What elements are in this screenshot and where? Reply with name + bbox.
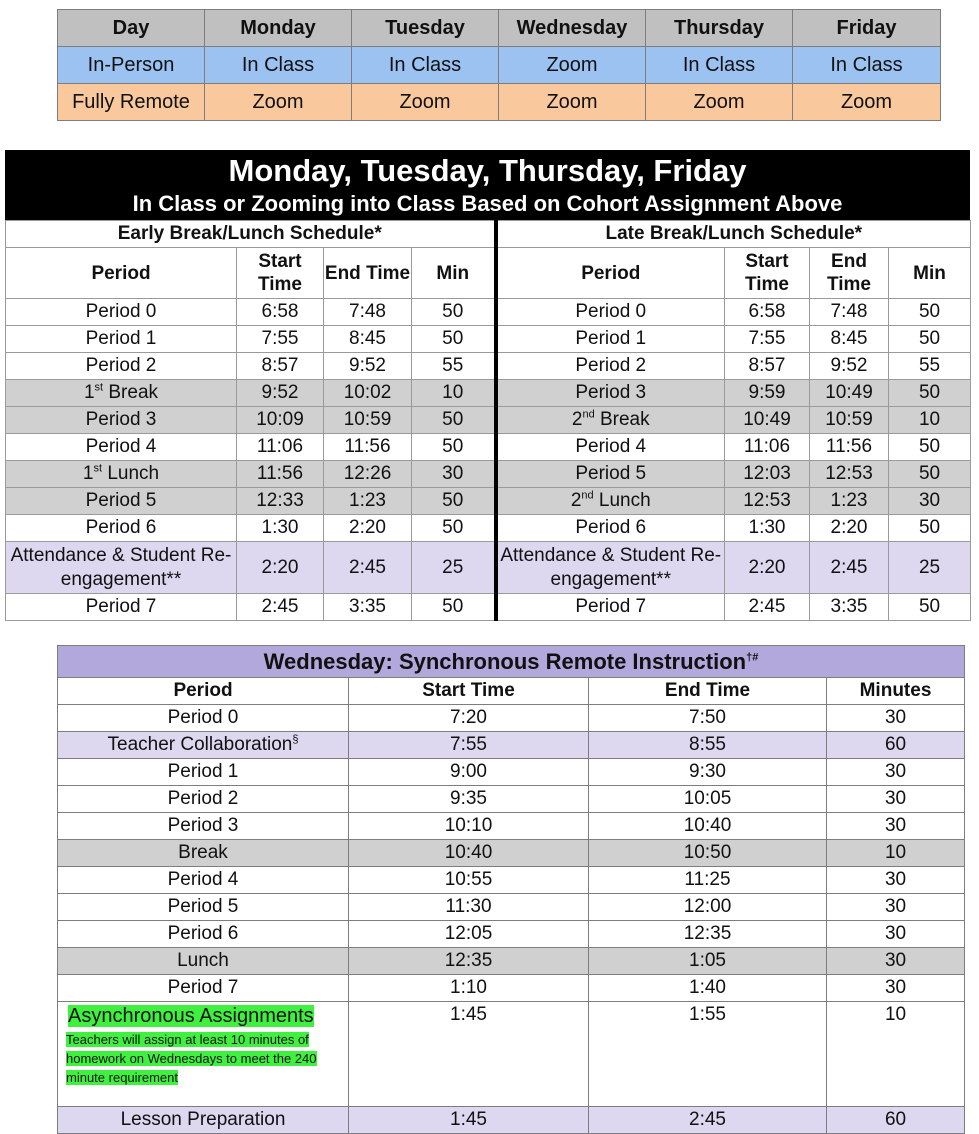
wednesday-title-footnote: †# (746, 651, 759, 664)
wed-period-name (58, 840, 349, 867)
cohort-cell: Zoom (499, 84, 646, 121)
wed-period-name-text: Period 5 (167, 896, 239, 917)
start-time: 6:58 (725, 299, 810, 326)
early-schedule-title: Early Break/Lunch Schedule* (6, 221, 496, 248)
wed-period-name (58, 786, 349, 813)
bell-subtitle: In Class or Zooming into Class Based on Cohort Assignment Above (132, 191, 843, 216)
wed-start: 10:40 (349, 840, 589, 867)
cohort-cell: Zoom (352, 84, 499, 121)
bell-row (6, 299, 971, 326)
cohort-header-cell: Monday (205, 10, 352, 47)
wed-end: 1:05 (589, 948, 827, 975)
minutes: 50 (412, 488, 496, 515)
period-name: Period 6 (496, 515, 725, 542)
start-time: 2:45 (237, 594, 324, 621)
wed-minutes: 30 (827, 705, 965, 732)
bell-row (6, 353, 971, 380)
bell-row (6, 380, 971, 407)
wednesday-row (58, 948, 965, 975)
wed-period-name-text: Period 4 (167, 869, 239, 890)
period-name-ordinal: nd (581, 489, 594, 502)
end-time: 2:45 (810, 542, 889, 594)
period-name (496, 407, 725, 434)
wed-col-end: End Time (589, 678, 827, 705)
col-start: Start Time (237, 248, 324, 299)
bell-row (6, 594, 971, 621)
wednesday-row (58, 732, 965, 759)
wed-period-name (58, 759, 349, 786)
wed-col-minutes: Minutes (827, 678, 965, 705)
wed-end: 10:05 (589, 786, 827, 813)
start-time: 9:59 (725, 380, 810, 407)
wed-minutes: 10 (827, 840, 965, 867)
minutes: 50 (889, 594, 971, 621)
period-name (496, 488, 725, 515)
start-time: 11:06 (237, 434, 324, 461)
wed-col-period: Period (58, 678, 349, 705)
cohort-header-cell: Day (58, 10, 205, 47)
end-time: 7:48 (810, 299, 889, 326)
end-time: 7:48 (324, 299, 412, 326)
column-header-row (6, 248, 971, 299)
wed-minutes: 30 (827, 867, 965, 894)
period-name-num: 1 (83, 382, 95, 403)
wed-end: 12:00 (589, 894, 827, 921)
async-note-text: Teachers will assign at least 10 minutes of homework on Wednesdays to meet the 240 minute requirement (66, 1032, 317, 1085)
bell-title: Monday, Tuesday, Thursday, Friday (228, 153, 747, 188)
wed-minutes: 30 (827, 921, 965, 948)
end-time: 11:56 (324, 434, 412, 461)
cohort-cell: In Class (352, 47, 499, 84)
bell-row (6, 326, 971, 353)
period-name: Period 0 (496, 299, 725, 326)
end-time: 10:02 (324, 380, 412, 407)
bell-row (6, 461, 971, 488)
period-name: Period 1 (496, 326, 725, 353)
start-time: 2:20 (237, 542, 324, 594)
period-name: Attendance & Student Re-engagement** (6, 542, 237, 594)
col-period: Period (6, 248, 237, 299)
start-time: 1:30 (725, 515, 810, 542)
cohort-cell: Zoom (793, 84, 941, 121)
cohort-header-cell: Tuesday (352, 10, 499, 47)
async-note (58, 1030, 348, 1087)
minutes: 30 (889, 488, 971, 515)
wed-minutes: 30 (827, 813, 965, 840)
wed-start: 7:55 (349, 732, 589, 759)
period-name: Period 3 (496, 380, 725, 407)
period-name: Period 3 (6, 407, 237, 434)
start-time: 2:45 (725, 594, 810, 621)
start-time: 12:53 (725, 488, 810, 515)
minutes: 50 (412, 515, 496, 542)
late-schedule-title: Late Break/Lunch Schedule* (496, 221, 971, 248)
start-time: 11:06 (725, 434, 810, 461)
minutes: 25 (412, 542, 496, 594)
async-end: 1:55 (589, 1002, 827, 1107)
async-minutes: 10 (827, 1002, 965, 1107)
bell-row (6, 434, 971, 461)
start-time: 6:58 (237, 299, 324, 326)
wed-end: 9:30 (589, 759, 827, 786)
wed-minutes: 30 (827, 759, 965, 786)
period-name-ordinal: st (93, 462, 103, 475)
wednesday-header-row (58, 678, 965, 705)
period-name-num: 2 (571, 409, 583, 430)
period-name (6, 461, 237, 488)
async-start: 1:45 (349, 1002, 589, 1107)
period-name-ordinal: nd (582, 408, 595, 421)
col-period: Period (496, 248, 725, 299)
wed-start: 10:55 (349, 867, 589, 894)
period-name-num: 2 (570, 490, 582, 511)
wednesday-row (58, 894, 965, 921)
cohort-header-cell: Wednesday (499, 10, 646, 47)
wed-end: 7:50 (589, 705, 827, 732)
wed-period-name-text: Period 6 (167, 923, 239, 944)
async-row (58, 1002, 965, 1107)
cohort-cell: Zoom (499, 47, 646, 84)
wed-start: 11:30 (349, 894, 589, 921)
wed-period-name-text: Period 2 (167, 788, 239, 809)
minutes: 50 (889, 299, 971, 326)
col-end: End Time (324, 248, 412, 299)
wed-start: 9:35 (349, 786, 589, 813)
bell-table (5, 220, 971, 621)
period-name: Period 7 (6, 594, 237, 621)
wed-end: 12:35 (589, 921, 827, 948)
wednesday-row (58, 840, 965, 867)
schedule-title-row (6, 221, 971, 248)
wednesday-row (58, 867, 965, 894)
minutes: 10 (412, 380, 496, 407)
wed-start: 12:05 (349, 921, 589, 948)
end-time: 12:26 (324, 461, 412, 488)
cohort-cell: In Class (646, 47, 793, 84)
bell-body (6, 299, 971, 621)
wed-period-name-text: Period 7 (167, 977, 239, 998)
end-time: 3:35 (324, 594, 412, 621)
minutes: 50 (412, 407, 496, 434)
async-period-cell (58, 1002, 349, 1107)
col-start: Start Time (725, 248, 810, 299)
wed-period-name-text: Period 0 (167, 707, 239, 728)
wed-start: 1:10 (349, 975, 589, 1002)
cohort-cell: Zoom (646, 84, 793, 121)
period-name: Attendance & Student Re-engagement** (496, 542, 725, 594)
wed-end: 10:40 (589, 813, 827, 840)
start-time: 12:03 (725, 461, 810, 488)
wednesday-table (57, 645, 965, 1134)
col-min: Min (412, 248, 496, 299)
minutes: 50 (412, 299, 496, 326)
end-time: 10:59 (810, 407, 889, 434)
wed-start: 12:35 (349, 948, 589, 975)
end-time: 8:45 (810, 326, 889, 353)
end-time: 9:52 (810, 353, 889, 380)
lesson-prep-start: 1:45 (349, 1107, 589, 1134)
wed-start: 9:00 (349, 759, 589, 786)
wed-period-name (58, 867, 349, 894)
wed-period-name (58, 975, 349, 1002)
period-name-rest: Break (103, 382, 159, 403)
col-end: End Time (810, 248, 889, 299)
start-time: 7:55 (237, 326, 324, 353)
start-time: 12:33 (237, 488, 324, 515)
bell-banner (5, 150, 970, 220)
period-name: Period 6 (6, 515, 237, 542)
lesson-prep-end: 2:45 (589, 1107, 827, 1134)
period-name: Period 0 (6, 299, 237, 326)
period-name-num: 1 (82, 463, 94, 484)
period-name: Period 4 (6, 434, 237, 461)
period-name: Period 7 (496, 594, 725, 621)
end-time: 2:20 (324, 515, 412, 542)
wednesday-row (58, 813, 965, 840)
minutes: 50 (889, 461, 971, 488)
end-time: 9:52 (324, 353, 412, 380)
minutes: 50 (889, 326, 971, 353)
cohort-row-in-person (58, 47, 941, 84)
end-time: 1:23 (810, 488, 889, 515)
start-time: 2:20 (725, 542, 810, 594)
wed-end: 8:55 (589, 732, 827, 759)
minutes: 50 (889, 515, 971, 542)
cohort-cell: Zoom (205, 84, 352, 121)
period-name: Period 2 (496, 353, 725, 380)
wed-period-name-text: Period 1 (167, 761, 239, 782)
period-name: Period 5 (496, 461, 725, 488)
wednesday-row (58, 921, 965, 948)
wed-period-name (58, 705, 349, 732)
minutes: 50 (412, 434, 496, 461)
wednesday-body (58, 705, 965, 1002)
period-name-ordinal: st (94, 381, 104, 394)
wed-minutes: 30 (827, 894, 965, 921)
minutes: 50 (412, 594, 496, 621)
cohort-table (57, 9, 941, 121)
end-time: 8:45 (324, 326, 412, 353)
lesson-prep-name: Lesson Preparation (58, 1107, 349, 1134)
end-time: 2:45 (324, 542, 412, 594)
wednesday-title-text: Wednesday: Synchronous Remote Instruction (263, 648, 747, 674)
wed-minutes: 30 (827, 975, 965, 1002)
wednesday-row (58, 786, 965, 813)
wed-period-name-text: Lunch (177, 950, 229, 971)
wed-start: 10:10 (349, 813, 589, 840)
start-time: 10:49 (725, 407, 810, 434)
minutes: 55 (889, 353, 971, 380)
wed-period-name (58, 813, 349, 840)
end-time: 11:56 (810, 434, 889, 461)
bell-row (6, 407, 971, 434)
wednesday-title (58, 646, 965, 678)
start-time: 8:57 (237, 353, 324, 380)
cohort-cell: In Class (793, 47, 941, 84)
end-time: 2:20 (810, 515, 889, 542)
wed-period-name (58, 894, 349, 921)
bell-row (6, 488, 971, 515)
cohort-cell: In Class (205, 47, 352, 84)
wed-col-start: Start Time (349, 678, 589, 705)
lesson-prep-minutes: 60 (827, 1107, 965, 1134)
wed-period-name-text: Teacher Collaboration (107, 734, 293, 755)
wed-period-name (58, 732, 349, 759)
period-name (6, 380, 237, 407)
minutes: 25 (889, 542, 971, 594)
minutes: 10 (889, 407, 971, 434)
wed-minutes: 60 (827, 732, 965, 759)
minutes: 55 (412, 353, 496, 380)
period-name: Period 1 (6, 326, 237, 353)
wed-end: 1:40 (589, 975, 827, 1002)
end-time: 12:53 (810, 461, 889, 488)
wednesday-title-row (58, 646, 965, 678)
cohort-row-fully-remote (58, 84, 941, 121)
wed-end: 11:25 (589, 867, 827, 894)
end-time: 3:35 (810, 594, 889, 621)
wed-period-name-text: Period 3 (167, 815, 239, 836)
period-name-rest: Break (594, 409, 650, 430)
period-name: Period 4 (496, 434, 725, 461)
minutes: 50 (412, 326, 496, 353)
minutes: 50 (889, 434, 971, 461)
wed-minutes: 30 (827, 786, 965, 813)
wed-period-name (58, 948, 349, 975)
minutes: 50 (889, 380, 971, 407)
end-time: 10:59 (324, 407, 412, 434)
wednesday-row (58, 759, 965, 786)
wed-period-name-text: Break (178, 842, 228, 863)
cohort-header-cell: Thursday (646, 10, 793, 47)
period-name: Period 5 (6, 488, 237, 515)
async-title: Asynchronous Assignments (68, 1005, 314, 1027)
wed-start: 7:20 (349, 705, 589, 732)
cohort-row-label: Fully Remote (58, 84, 205, 121)
wed-period-name (58, 921, 349, 948)
period-name: Period 2 (6, 353, 237, 380)
start-time: 9:52 (237, 380, 324, 407)
start-time: 1:30 (237, 515, 324, 542)
col-min: Min (889, 248, 971, 299)
bell-row (6, 542, 971, 594)
period-name-rest: Lunch (593, 490, 651, 511)
minutes: 30 (412, 461, 496, 488)
start-time: 7:55 (725, 326, 810, 353)
wed-end: 10:50 (589, 840, 827, 867)
period-name-rest: Lunch (102, 463, 160, 484)
wed-period-footnote: § (292, 733, 299, 746)
lesson-prep-row (58, 1107, 965, 1134)
end-time: 10:49 (810, 380, 889, 407)
cohort-row-label: In-Person (58, 47, 205, 84)
start-time: 8:57 (725, 353, 810, 380)
wednesday-row (58, 705, 965, 732)
cohort-header-cell: Friday (793, 10, 941, 47)
wed-minutes: 30 (827, 948, 965, 975)
end-time: 1:23 (324, 488, 412, 515)
start-time: 10:09 (237, 407, 324, 434)
start-time: 11:56 (237, 461, 324, 488)
wednesday-row (58, 975, 965, 1002)
bell-schedule (5, 150, 970, 621)
cohort-header-row (58, 10, 941, 47)
bell-row (6, 515, 971, 542)
